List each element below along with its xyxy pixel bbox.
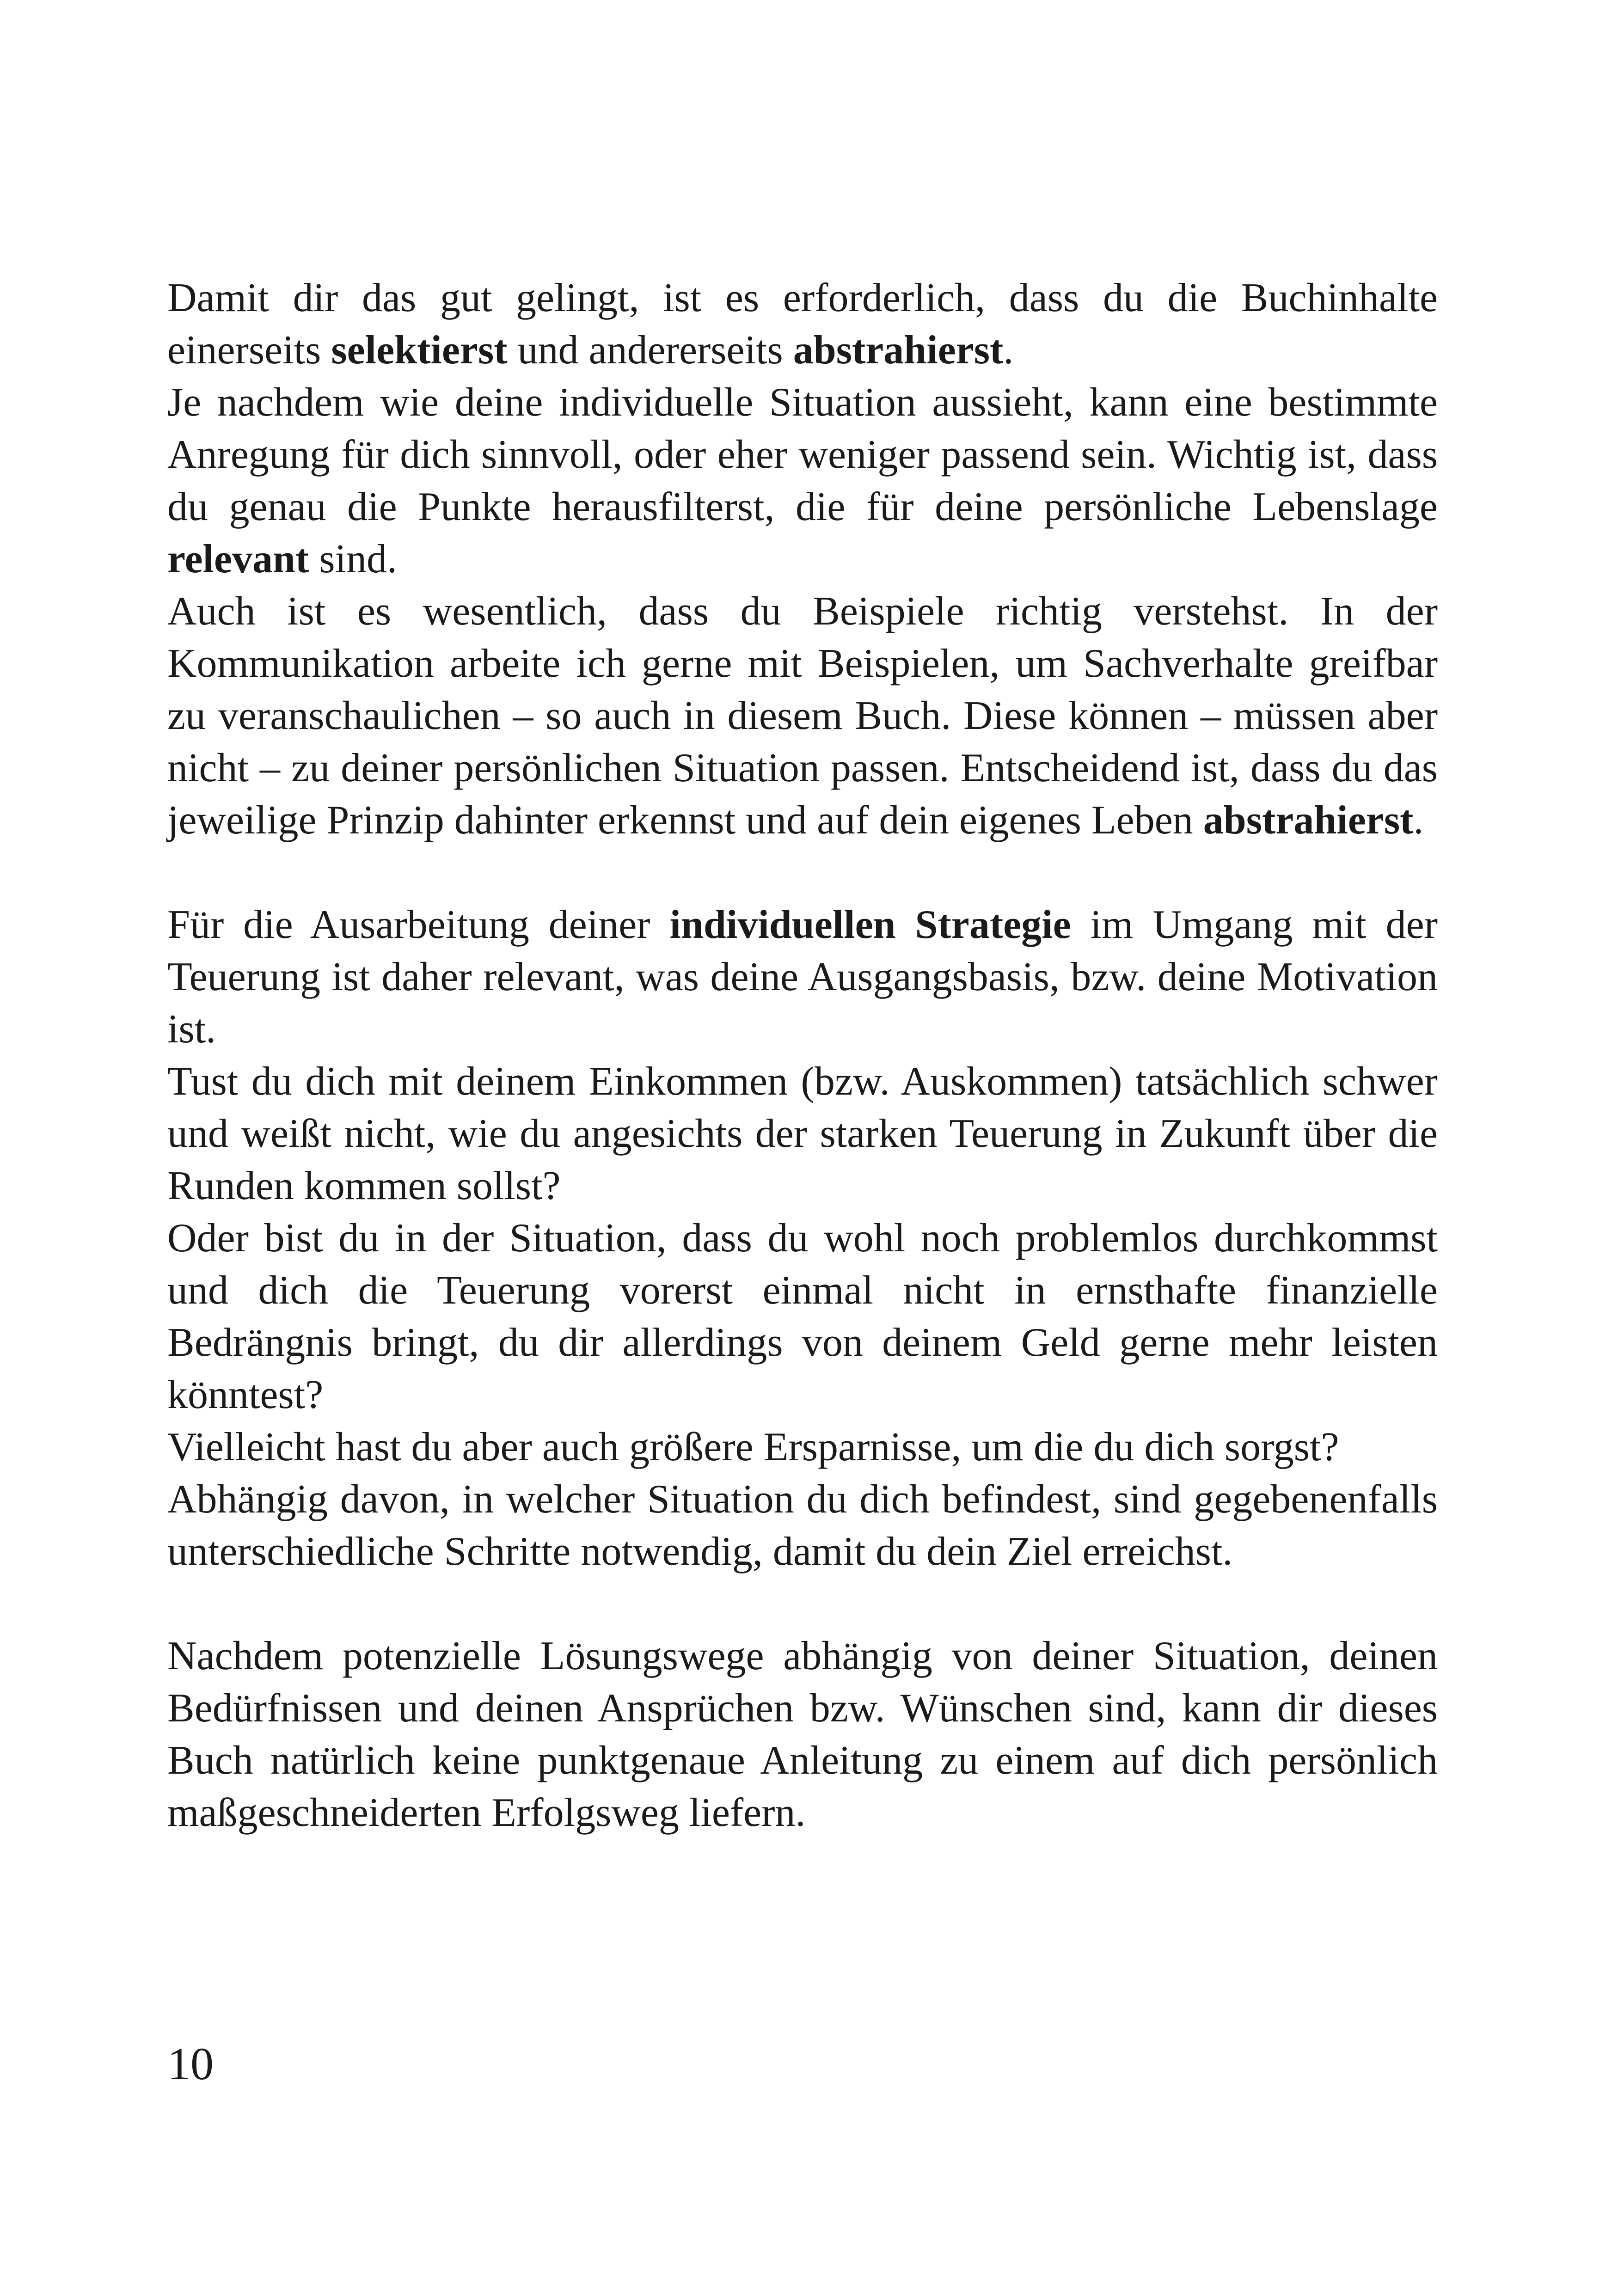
paragraph xyxy=(167,1421,1438,1473)
text-run: im Umgang mit der Teuerung ist daher relevant, was deine Ausgangsbasis, bzw. deine Motivation ist. xyxy=(167,902,1438,1052)
text-run: . xyxy=(1413,798,1424,843)
paragraph xyxy=(167,1473,1438,1578)
paragraph xyxy=(167,585,1438,846)
text-run: sind. xyxy=(309,537,397,582)
text-run: Damit dir das gut gelingt, ist es erforderlich, dass du die Buchinhalte einerseits xyxy=(167,276,1438,373)
page-number: 10 xyxy=(167,2038,214,2089)
text-run: Tust du dich mit deinem Einkommen (bzw. Auskommen) tatsächlich schwer und weißt nicht, wie du angesichts der starken Teuerung in Zukunft über die Runden kommen sollst? xyxy=(167,1059,1438,1208)
paragraph xyxy=(167,899,1438,1055)
text-run: . xyxy=(1003,328,1014,373)
section-gap xyxy=(167,1578,1438,1630)
bold-term: individuellen Strategie xyxy=(669,902,1071,947)
paragraph xyxy=(167,272,1438,376)
paragraph xyxy=(167,1212,1438,1421)
text-run: Vielleicht hast du aber auch größere Ersparnisse, um die du dich sorgst? xyxy=(167,1425,1339,1469)
text-run: Nachdem potenzielle Lösungswege abhängig von deiner Situation, deinen Bedürfnissen und deinen Ansprüchen bzw. Wünschen sind, kann dir dieses Buch natürlich keine punktgenaue Anleitung zu einem auf dich persönlich maßgeschneiderten Erfolgsweg liefern. xyxy=(167,1634,1438,1835)
paragraph xyxy=(167,376,1438,585)
bold-term: abstrahierst xyxy=(793,328,1004,373)
text-run: Abhängig davon, in welcher Situation du dich befindest, sind gegebenenfalls unterschiedliche Schritte notwendig, damit du dein Ziel erreichst. xyxy=(167,1477,1438,1574)
text-run: und andererseits xyxy=(507,328,793,373)
text-run: Auch ist es wesentlich, dass du Beispiele richtig verstehst. In der Kommunikation arbeite ich gerne mit Beispielen, um Sachverhalte greifbar zu veranschaulichen – so auch in diesem Buch. Diese können – müssen aber nicht – zu deiner persönlichen Situation passen. Entscheidend ist, dass du das jeweilige Prinzip dahinter erkennst und auf dein eigenes Leben xyxy=(167,589,1438,843)
text-run: Oder bist du in der Situation, dass du wohl noch problemlos durchkommst und dich die Teuerung vorerst einmal nicht in ernsthafte finanzielle Bedrängnis bringt, du dir allerdings von deinem Geld gerne mehr leisten könntest? xyxy=(167,1216,1438,1417)
paragraph xyxy=(167,1055,1438,1212)
bold-term: abstrahierst xyxy=(1203,798,1414,843)
text-run: Für die Ausarbeitung deiner xyxy=(167,902,670,947)
body-text xyxy=(167,272,1438,1839)
section-gap xyxy=(167,846,1438,899)
bold-term: selektierst xyxy=(331,328,508,373)
text-run: Je nachdem wie deine individuelle Situation aussieht, kann eine bestimmte Anregung für dich sinnvoll, oder eher weniger passend sein. Wichtig ist, dass du genau die Punkte herausfilterst, die für deine persönliche Lebenslage xyxy=(167,380,1438,529)
paragraph xyxy=(167,1630,1438,1839)
bold-term: relevant xyxy=(167,537,309,582)
